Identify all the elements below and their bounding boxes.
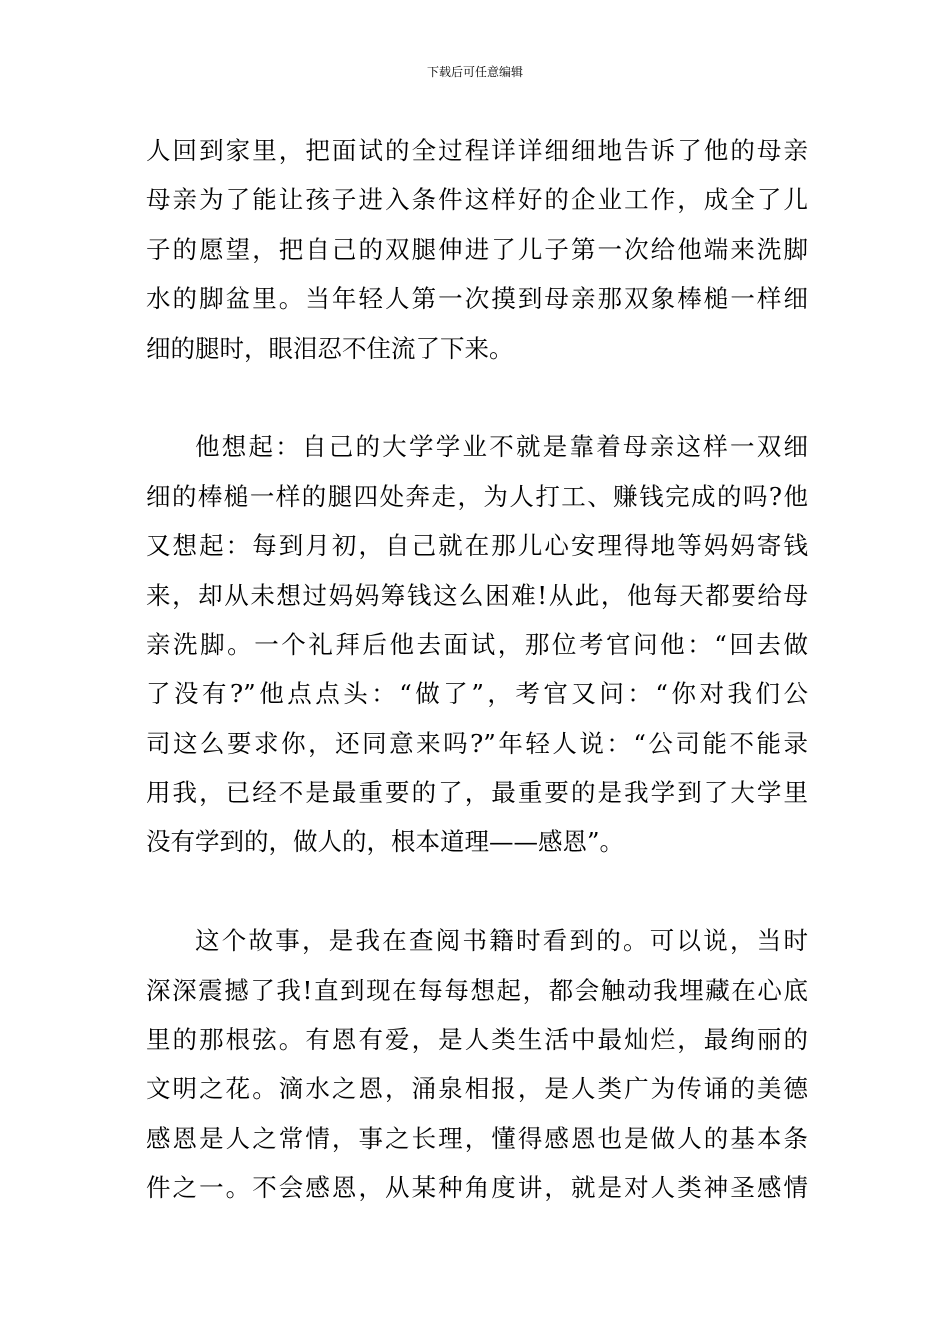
text-line: 水的脚盆里。当年轻人第一次摸到母亲那双象棒槌一样细 (146, 284, 808, 314)
text-line: 感恩是人之常情，事之长理，懂得感恩也是做人的基本条 (146, 1123, 808, 1153)
text-line: 司这么要求你，还同意来吗?”年轻人说：“公司能不能录 (146, 728, 808, 758)
text-line: 没有学到的，做人的，根本道理——感恩”。 (146, 827, 625, 857)
text-line: 来，却从未想过妈妈筹钱这么困难!从此，他每天都要给母 (146, 580, 808, 610)
document-body (146, 126, 808, 1213)
text-line: 里的那根弦。有恩有爱，是人类生活中最灿烂，最绚丽的 (146, 1025, 808, 1055)
paragraph-gap (146, 373, 808, 422)
text-line: 细的腿时，眼泪忍不住流了下来。 (146, 333, 514, 363)
paragraph-3 (146, 916, 808, 1212)
text-line: 他想起：自己的大学学业不就是靠着母亲这样一双细 (195, 432, 808, 462)
text-line: 人回到家里，把面试的全过程详详细细地告诉了他的母亲 (146, 136, 808, 165)
text-line: 这个故事，是我在查阅书籍时看到的。可以说，当时 (195, 926, 808, 956)
text-line: 母亲为了能让孩子进入条件这样好的企业工作，成全了儿 (146, 185, 808, 215)
text-line: 文明之花。滴水之恩，涌泉相报，是人类广为传诵的美德 (146, 1074, 808, 1104)
text-line: 了没有?”他点点头：“做了”，考官又问：“你对我们公 (146, 679, 808, 709)
text-line: 用我，已经不是最重要的了，最重要的是我学到了大学里 (146, 778, 808, 808)
text-line: 深深震撼了我!直到现在每每想起，都会触动我埋藏在心底 (146, 975, 808, 1005)
text-line: 亲洗脚。一个礼拜后他去面试，那位考官问他：“回去做 (146, 629, 808, 659)
paragraph-gap (146, 867, 808, 916)
text-line: 又想起：每到月初，自己就在那儿心安理得地等妈妈寄钱 (146, 531, 808, 561)
text-line: 件之一。不会感恩，从某种角度讲，就是对人类神圣感情 (146, 1173, 808, 1203)
paragraph-1 (146, 126, 808, 373)
page-header: 下载后可任意编辑 (426, 65, 523, 79)
text-line: 子的愿望，把自己的双腿伸进了儿子第一次给他端来洗脚 (146, 234, 808, 264)
paragraph-2 (146, 422, 808, 867)
text-line: 细的棒槌一样的腿四处奔走，为人打工、赚钱完成的吗?他 (146, 481, 808, 511)
